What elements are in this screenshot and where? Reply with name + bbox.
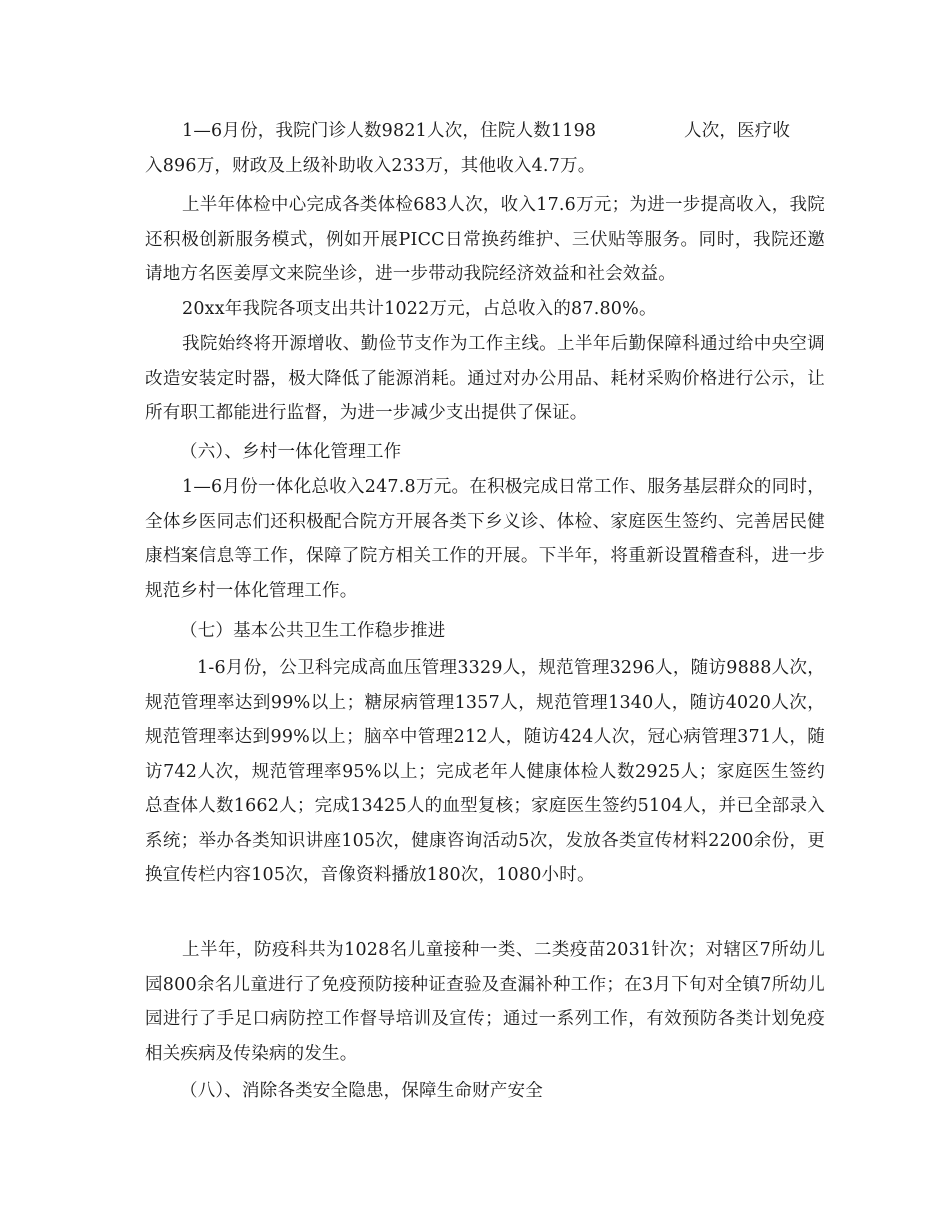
paragraph-1-line-1-tail: 人次，医疗收 [684,121,791,141]
paragraph-1-line-1: 1—6月份，我院门诊人数9821人次，住院人数1198 [182,121,597,141]
section-heading-7: （七）基本公共卫生工作稳步推进 [180,621,446,641]
paragraph-4: 我院始终将开源增收、勤俭节支作为工作主线。上半年后勤保障科通过给中央空调改造安装定时器，极大降低了能源消耗。通过对办公用品、耗材采购价格进行公示，让所有职工都能进行监督，为进一步减少支出提供了保证。 [145,334,825,423]
paragraph-1-line-2: 入896万，财政及上级补助收入233万，其他收入4.7万。 [145,156,596,176]
section-heading-6: （六）、乡村一体化管理工作 [180,442,402,462]
section-heading-8: （八）、消除各类安全隐患，保障生命财产安全 [180,1081,543,1101]
paragraph-5: 1—6月份一体化总收入247.8万元。在积极完成日常工作、服务基层群众的同时，全体乡医同志们还积极配合院方开展各类下乡义诊、体检、家庭医生签约、完善居民健康档案信息等工作，保障了院方相关工作的开展。下半年，将重新设置稽查科，进一步规范乡村一体化管理工作。 [145,477,825,601]
paragraph-7: 上半年，防疫科共为1028名儿童接种一类、二类疫苗2031针次；对辖区7所幼儿园800余名儿童进行了免疫预防接种证查验及查漏补种工作；在3月下旬对全镇7所幼儿园进行了手足口病防控工作督导培训及宣传；通过一系列工作，有效预防各类计划免疫相关疾病及传染病的发生。 [145,940,825,1064]
paragraph-6: 1-6月份，公卫科完成高血压管理3329人，规范管理3296人，随访9888人次，规范管理率达到99%以上；糖尿病管理1357人，规范管理1340人，随访4020人次，规范管理率达到99%以上；脑卒中管理212人，随访424人次，冠心病管理371人，随访742人次，规范管理率95%以上；完成老年人健康体检人数2925人；家庭医生签约总查体人数1662人；完成13425人的血型复核；家庭医生签约5104人，并已全部录入系统；举办各类知识讲座105次，健康咨询活动5次，发放各类宣传材料2200余份，更换宣传栏内容105次，音像资料播放180次，1080小时。 [145,658,825,885]
paragraph-3: 20xx年我院各项支出共计1022万元，占总收入的87.80%。 [182,299,657,319]
paragraph-2: 上半年体检中心完成各类体检683人次，收入17.6万元；为进一步提高收入，我院还积极创新服务模式，例如开展PICC日常换药维护、三伏贴等服务。同时，我院还邀请地方名医姜厚文来院坐诊，进一步带动我院经济效益和社会效益。 [145,195,825,284]
